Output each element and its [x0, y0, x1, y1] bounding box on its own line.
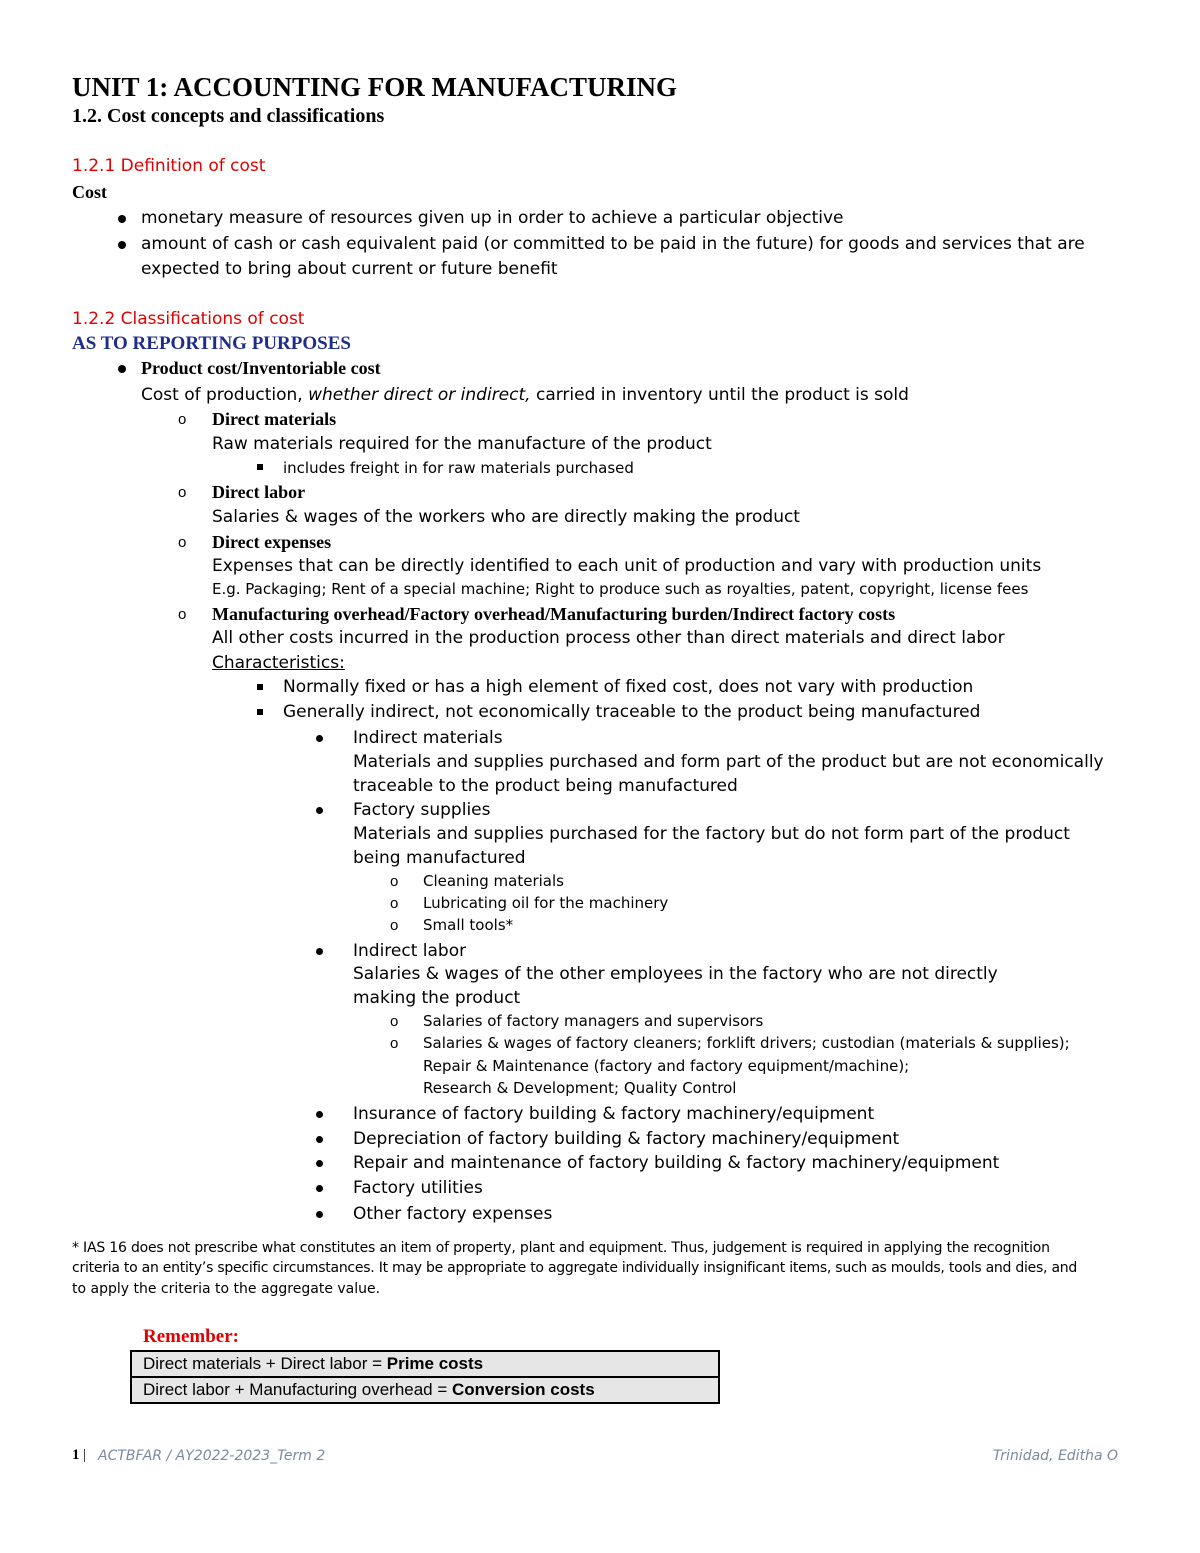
direct-materials-title: Direct materials: [212, 409, 337, 429]
direct-expenses-desc: Expenses that can be directly identified to each unit of production and vary with production units: [212, 556, 1042, 576]
indirect-labor-desc-cont: making the product: [353, 988, 521, 1008]
bullet-icon: [316, 1211, 323, 1218]
page-number: 1: [72, 1447, 80, 1463]
overhead-title: Manufacturing overhead/Factory overhead/Manufacturing burden/Indirect factory costs: [212, 604, 896, 624]
overhead-item: Other factory expenses: [353, 1204, 553, 1224]
bullet-icon: [316, 948, 323, 955]
direct-labor-desc: Salaries & wages of the workers who are directly making the product: [212, 507, 800, 527]
indirect-materials-desc: Materials and supplies purchased and form part of the product but are not economically: [353, 752, 1104, 772]
footer-separator: |: [83, 1447, 87, 1463]
characteristic-item: Normally fixed or has a high element of fixed cost, does not vary with production: [283, 677, 974, 697]
circle-bullet-icon: o: [390, 873, 399, 890]
overhead-item: Factory utilities: [353, 1178, 483, 1198]
overhead-item: Depreciation of factory building & factory machinery/equipment: [353, 1129, 900, 1149]
indirect-labor-item: Salaries & wages of factory cleaners; forklift drivers; custodian (materials & supplies);: [423, 1034, 1070, 1052]
characteristics-label: Characteristics:: [212, 653, 345, 673]
factory-supply-item: Small tools*: [423, 916, 514, 934]
circle-bullet-icon: o: [178, 534, 187, 551]
footnote-line: * IAS 16 does not prescribe what constitutes an item of property, plant and equipment. Thus, judgement is required in applying the recognition: [72, 1240, 1050, 1256]
page-subtitle: 1.2. Cost concepts and classifications: [72, 105, 385, 127]
remember-label: Remember:: [143, 1326, 240, 1347]
bullet-icon: [118, 215, 126, 223]
indirect-labor-item: Salaries of factory managers and supervisors: [423, 1012, 764, 1030]
square-bullet-icon: [257, 464, 263, 470]
factory-supply-item: Cleaning materials: [423, 872, 564, 890]
footnote-line: to apply the criteria to the aggregate value.: [72, 1281, 381, 1297]
footer-course: ACTBFAR / AY2022-2023_Term 2: [98, 1448, 326, 1464]
product-cost-title: Product cost/Inventoriable cost: [141, 358, 381, 378]
indirect-materials-title: Indirect materials: [353, 728, 503, 748]
page-title: UNIT 1: ACCOUNTING FOR MANUFACTURING: [72, 72, 678, 102]
bullet-icon: [316, 1160, 323, 1167]
bullet-icon: [316, 807, 323, 814]
subheading-reporting: AS TO REPORTING PURPOSES: [72, 333, 351, 354]
definition-bullet: amount of cash or cash equivalent paid (or committed to be paid in the future) for goods and services that are: [141, 234, 1085, 254]
indirect-labor-item-cont: Repair & Maintenance (factory and factory equipment/machine);: [423, 1057, 910, 1075]
conversion-costs-cell: Direct labor + Manufacturing overhead = Conversion costs: [131, 1377, 719, 1403]
factory-supplies-title: Factory supplies: [353, 800, 491, 820]
definition-bullet-cont: expected to bring about current or future benefit: [141, 259, 558, 279]
characteristic-item: Generally indirect, not economically traceable to the product being manufactured: [283, 702, 981, 722]
remember-table: [130, 1350, 720, 1404]
factory-supplies-desc: Materials and supplies purchased for the factory but do not form part of the product: [353, 824, 1070, 844]
overhead-item: Repair and maintenance of factory building & factory machinery/equipment: [353, 1153, 1000, 1173]
bullet-icon: [316, 1185, 323, 1192]
factory-supply-item: Lubricating oil for the machinery: [423, 894, 669, 912]
table-row: [131, 1377, 719, 1403]
direct-labor-title: Direct labor: [212, 482, 306, 502]
bullet-icon: [118, 365, 126, 373]
overhead-desc: All other costs incurred in the production process other than direct materials and direct labor: [212, 628, 1005, 648]
square-bullet-icon: [257, 709, 263, 715]
circle-bullet-icon: o: [178, 606, 187, 623]
term-cost: Cost: [72, 182, 107, 202]
direct-materials-note: includes freight in for raw materials purchased: [283, 459, 634, 477]
section-heading-definition: 1.2.1 Definition of cost: [72, 156, 266, 176]
direct-expenses-title: Direct expenses: [212, 532, 332, 552]
prime-costs-cell: Direct materials + Direct labor = Prime costs: [131, 1351, 719, 1377]
bullet-icon: [316, 1111, 323, 1118]
bullet-icon: [316, 735, 323, 742]
factory-supplies-desc-cont: being manufactured: [353, 848, 526, 868]
indirect-materials-desc-cont: traceable to the product being manufactured: [353, 776, 738, 796]
direct-materials-desc: Raw materials required for the manufacture of the product: [212, 434, 712, 454]
definition-bullet: monetary measure of resources given up in order to achieve a particular objective: [141, 208, 844, 228]
product-cost-desc: Cost of production, whether direct or indirect, carried in inventory until the product is sold: [141, 385, 909, 405]
section-heading-classification: 1.2.2 Classifications of cost: [72, 309, 305, 329]
circle-bullet-icon: o: [390, 917, 399, 934]
circle-bullet-icon: o: [390, 1035, 399, 1052]
indirect-labor-desc: Salaries & wages of the other employees in the factory who are not directly: [353, 964, 998, 984]
table-row: [131, 1351, 719, 1377]
circle-bullet-icon: o: [178, 484, 187, 501]
circle-bullet-icon: o: [390, 895, 399, 912]
square-bullet-icon: [257, 684, 263, 690]
bullet-icon: [118, 241, 126, 249]
overhead-item: Insurance of factory building & factory machinery/equipment: [353, 1104, 875, 1124]
circle-bullet-icon: o: [390, 1013, 399, 1030]
indirect-labor-item-cont: Research & Development; Quality Control: [423, 1079, 737, 1097]
footnote-line: criteria to an entity’s specific circumstances. It may be appropriate to aggregate individually insignificant items, such as moulds, tools and dies, and: [72, 1260, 1078, 1276]
direct-expenses-example: E.g. Packaging; Rent of a special machine; Right to produce such as royalties, patent, copyright, license fees: [212, 580, 1029, 598]
indirect-labor-title: Indirect labor: [353, 941, 467, 961]
circle-bullet-icon: o: [178, 411, 187, 428]
footer-author: Trinidad, Editha O: [992, 1448, 1118, 1464]
bullet-icon: [316, 1136, 323, 1143]
